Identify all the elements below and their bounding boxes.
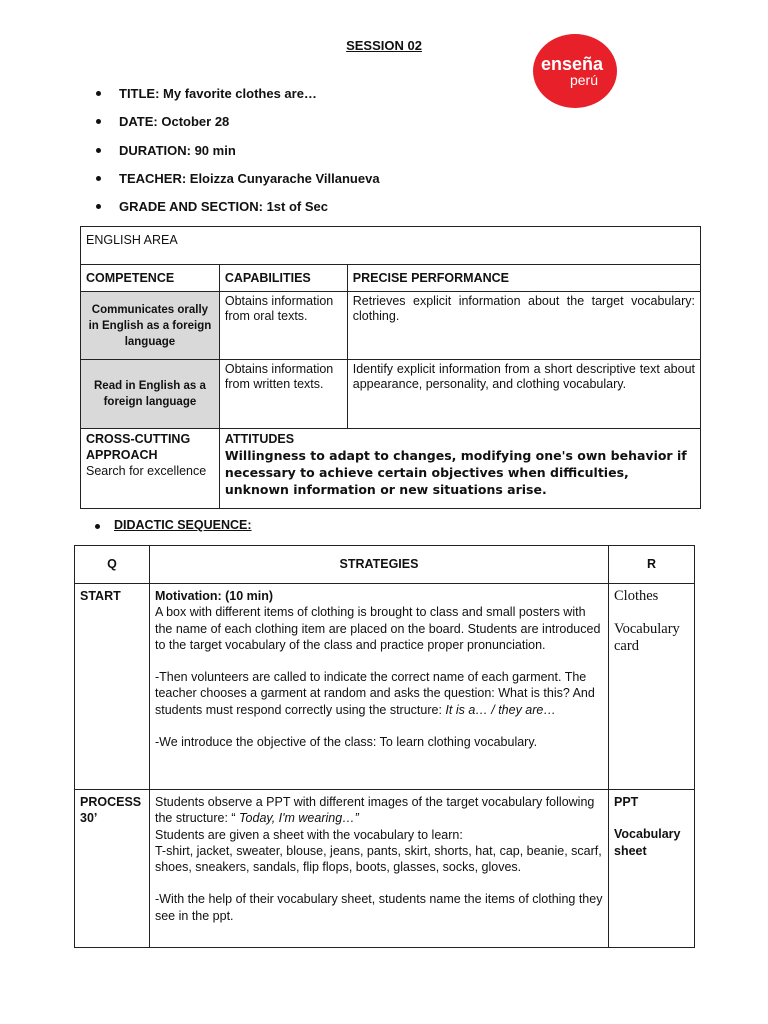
col-r: R — [609, 546, 695, 584]
cross-cutting-title: CROSS-CUTTING APPROACH — [86, 432, 191, 462]
capability-read: Obtains information from written texts. — [219, 360, 347, 429]
attitudes-cell — [219, 429, 700, 509]
info-duration: DURATION: 90 min — [96, 141, 380, 169]
info-teacher: TEACHER: Eloizza Cunyarache Villanueva — [96, 169, 380, 197]
col-strategies: STRATEGIES — [149, 546, 608, 584]
performance-oral: Retrieves explicit information about the target vocabulary: clothing. — [347, 292, 700, 360]
ensena-peru-logo — [532, 33, 618, 109]
col-performance: PRECISE PERFORMANCE — [347, 265, 700, 292]
session-title: SESSION 02 — [346, 38, 422, 53]
process-paragraph-1: Students observe a PPT with different images of the target vocabulary following the structure: “ Today, I'm wearing…” — [154, 795, 595, 826]
logo-word-bottom: perú — [569, 72, 599, 88]
attitudes-text: Willingness to adapt to changes, modifying one's own behavior if necessary to achieve certain objectives when difficulties, unknown information or new situations arise. — [224, 448, 687, 497]
process-paragraph-2: Students are given a sheet with the vocabulary to learn: — [154, 827, 463, 842]
col-competence: COMPETENCE — [81, 265, 220, 292]
logo-word-top: enseña — [540, 54, 604, 74]
cross-cutting-cell — [81, 429, 220, 509]
sequence-table — [74, 545, 695, 948]
col-capabilities: CAPABILITIES — [219, 265, 347, 292]
info-title: TITLE: My favorite clothes are… — [96, 84, 380, 112]
resource-vocabulary-card: Vocabulary card — [614, 621, 680, 654]
session-info-list — [96, 84, 380, 225]
resource-clothes: Clothes — [614, 588, 659, 604]
start-paragraph-3: -We introduce the objective of the class: To learn clothing vocabulary. — [154, 735, 538, 750]
cross-cutting-value: Search for excellence — [86, 464, 207, 478]
area-header: ENGLISH AREA — [81, 227, 701, 265]
process-vocabulary-list: T-shirt, jacket, sweater, blouse, jeans, pants, skirt, shorts, hat, cap, beanie, scarf, shoes, sneakers, sandals, flip flops, boots, glasses, socks, gloves. — [154, 843, 602, 875]
competence-table — [80, 226, 701, 509]
start-strategies — [149, 584, 608, 790]
resource-vocabulary-sheet: Vocabulary sheet — [614, 827, 681, 858]
competence-read: Read in English as a foreign language — [81, 360, 220, 429]
info-grade: GRADE AND SECTION: 1st of Sec — [96, 197, 380, 225]
start-paragraph-1: A box with different items of clothing is brought to class and small posters with the name of each clothing item are placed on the board. Students are introduced to the target vocabulary of the class and practice proper pronunciation. — [154, 605, 601, 652]
stage-process: PROCESS 30’ — [75, 790, 150, 948]
process-resources — [609, 790, 695, 948]
process-paragraph-4: -With the help of their vocabulary sheet, students name the items of clothing they see in the ppt. — [154, 892, 603, 923]
performance-read: Identify explicit information from a short descriptive text about appearance, personality, and clothing vocabulary. — [347, 360, 700, 429]
didactic-sequence-label: DIDACTIC SEQUENCE: — [100, 518, 252, 532]
capability-oral: Obtains information from oral texts. — [219, 292, 347, 360]
process-strategies — [149, 790, 608, 948]
resource-ppt: PPT — [614, 795, 639, 809]
stage-start: START — [75, 584, 150, 790]
start-resources — [609, 584, 695, 790]
attitudes-title: ATTITUDES — [224, 432, 295, 446]
col-q: Q — [75, 546, 150, 584]
start-paragraph-2: -Then volunteers are called to indicate the correct name of each garment. The teacher chooses a garment at random and asks the question: What is this? And students must respond correctly using the structure: It is a… / they are… — [154, 670, 595, 717]
info-date: DATE: October 28 — [96, 112, 380, 140]
start-heading: Motivation: (10 min) — [154, 589, 274, 603]
competence-oral: Communicates orally in English as a foreign language — [81, 292, 220, 360]
